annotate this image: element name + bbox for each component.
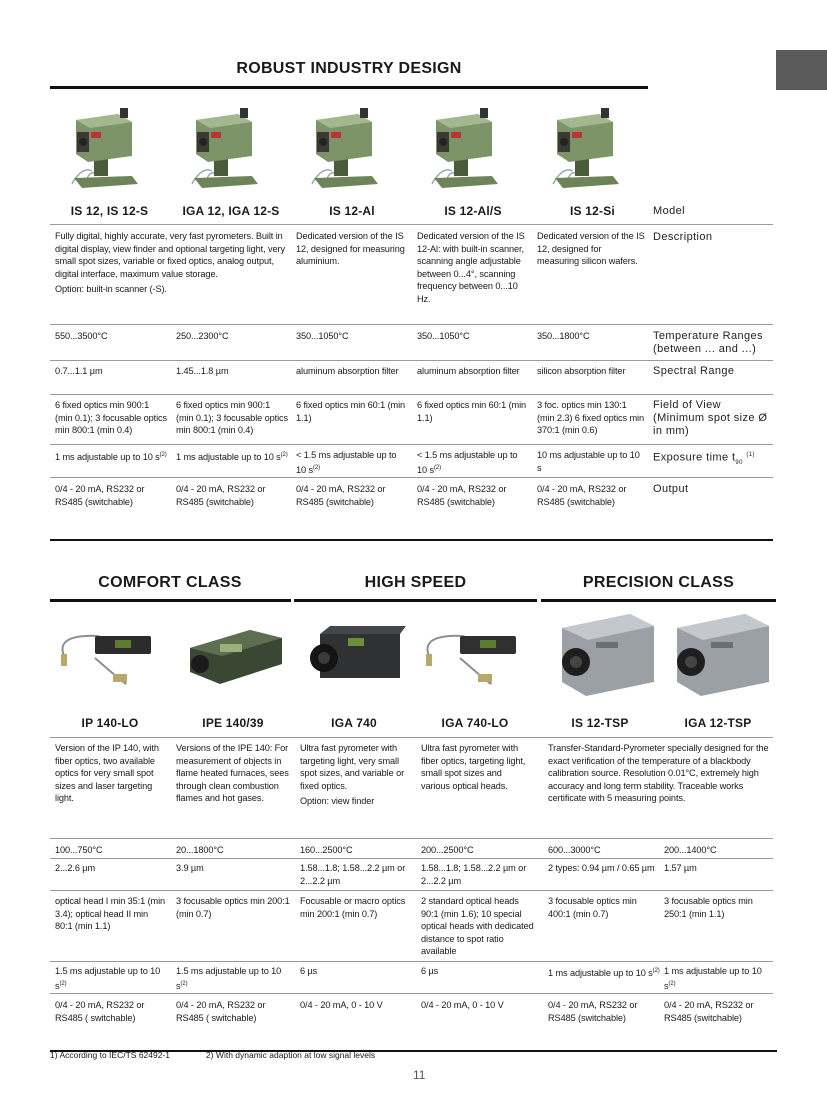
divider [50, 224, 773, 225]
output-value: 0/4 - 20 mA, RS232 or RS485 (switchable) [417, 484, 507, 507]
bottom-exposure-cell [176, 965, 290, 992]
label-text: Spectral Range [653, 365, 735, 377]
fov-value: 6 fixed optics min 900:1 (min 0.1); 3 focusable optics min 800:1 (min 0.4) [176, 400, 288, 435]
section-title-robust: ROBUST INDUSTRY DESIGN [236, 60, 462, 77]
ipe140-39-image [180, 608, 290, 700]
desc-tsp: Transfer-Standard-Pyrometer specially designed for the exact verification of the temperature of a blackbody calibration source. Resolution 0.01°C, extremely high accuracy and long term stability. Traceable works certificate with 5 measuring points. [548, 743, 769, 803]
bottom-output-cell [300, 999, 414, 1012]
exposure-value: < 1.5 ms adjustable up to 10 s [417, 450, 518, 475]
bottom-model-name: IP 140-LO [81, 716, 139, 730]
page-edge-tab [776, 50, 827, 90]
section-rule [50, 539, 773, 541]
exposure-cell [537, 449, 645, 474]
divider [50, 737, 773, 738]
desc-text: Fully digital, highly accurate, very fast pyrometers. Built in digital display, view finder and optional targeting light, very small spot sizes, variable or fixed optics, analog output, digital interface, maximum value storage. [55, 231, 285, 279]
bottom-spectral-cell [55, 862, 167, 875]
bottom-temp-value: 20...1800°C [176, 845, 224, 855]
model-is12-al-s: IS 12-Al/S [444, 204, 502, 218]
spectral-cell [55, 365, 167, 378]
bottom-fov-value: 3 focusable optics min 250:1 (min 1.1) [664, 896, 753, 919]
bottom-output-value: 0/4 - 20 mA, RS232 or RS485 (switchable) [664, 1000, 754, 1023]
bottom-output-value: 0/4 - 20 mA, RS232 or RS485 (switchable) [548, 1000, 638, 1023]
bottom-output-value: 0/4 - 20 mA, 0 - 10 V [421, 1000, 504, 1010]
bottom-model-name: IGA 12-TSP [684, 716, 752, 730]
fov-cell [537, 399, 645, 437]
bottom-temp-cell [55, 844, 167, 857]
divider [50, 477, 773, 478]
spectral-cell [176, 365, 288, 378]
spectral-cell [417, 365, 529, 378]
desc-option-note: Option: view finder [300, 796, 375, 806]
desc-is12-si: Dedicated version of the IS 12, designed for measuring silicon wafers. [537, 231, 645, 266]
label-text: Field of View (Minimum spot size Ø in mm) [653, 399, 768, 437]
label-temperature [653, 330, 771, 356]
desc-ipe140-39: Versions of the IPE 140: For measurement of objects in flame heated furnaces, sees through clean combustion flames and hot gases. [176, 743, 289, 803]
output-cell [296, 483, 408, 508]
footnote-ref: (2) [668, 980, 676, 987]
bottom-spectral-value: 2 types: 0.94 µm / 0.65 µm [548, 863, 655, 873]
bottom-output-cell [548, 999, 660, 1024]
spectral-value: aluminum absorption filter [417, 366, 520, 376]
bottom-exposure-value: 1 ms adjustable up to 10 s [664, 966, 762, 991]
label-text: Exposure time t [653, 451, 736, 464]
rule-comfort [50, 599, 291, 602]
label-text: Output [653, 483, 689, 495]
temperature-cell [176, 330, 288, 343]
pyrometer-image [422, 96, 504, 196]
bottom-exposure-value: 1.5 ms adjustable up to 10 s [55, 966, 161, 991]
section-title-high-speed: HIGH SPEED [364, 574, 467, 591]
bottom-fov-value: 3 focusable optics min 400:1 (min 0.7) [548, 896, 637, 919]
bottom-fov-cell [300, 895, 414, 920]
ip140-lo-image [55, 608, 165, 700]
exposure-cell [296, 449, 408, 476]
label-output [653, 483, 771, 496]
divider [50, 324, 773, 325]
temperature-cell [296, 330, 408, 343]
desc-option-note: Option: built-in scanner (-S). [55, 284, 167, 294]
temperature-cell [417, 330, 529, 343]
label-superscript: (1) [746, 452, 755, 458]
footnote-ref: (2) [312, 464, 321, 471]
output-cell [417, 483, 529, 508]
exposure-value: 1 ms adjustable up to 10 s [176, 452, 281, 463]
bottom-output-value: 0/4 - 20 mA, 0 - 10 V [300, 1000, 383, 1010]
divider [50, 360, 773, 361]
bottom-spectral-value: 2...2.6 µm [55, 863, 96, 873]
bottom-model-name: IS 12-TSP [571, 716, 629, 730]
model-is12-al: IS 12-Al [329, 204, 375, 218]
bottom-fov-cell [176, 895, 290, 920]
output-value: 0/4 - 20 mA, RS232 or RS485 (switchable) [296, 484, 386, 507]
exposure-cell [176, 449, 288, 464]
bottom-fov-value: optical head I min 35:1 (min 3.4); optical head II min 80:1 (min 1.1) [55, 896, 166, 931]
bottom-model-name: IGA 740 [331, 716, 377, 730]
footnote-ref: (2) [652, 968, 660, 974]
divider [50, 993, 773, 994]
output-value: 0/4 - 20 mA, RS232 or RS485 (switchable) [55, 484, 145, 507]
label-spectral [653, 365, 771, 378]
model-is12-si: IS 12-Si [570, 204, 615, 218]
divider [50, 444, 773, 445]
fov-value: 3 foc. optics min 130:1 (min 2.3) 6 fixed optics min 370:1 (min 0.6) [537, 400, 644, 435]
is12-tsp-image [550, 608, 660, 700]
output-cell [55, 483, 167, 508]
bottom-exposure-value: 6 µs [421, 966, 439, 976]
spectral-cell [296, 365, 408, 378]
output-value: 0/4 - 20 mA, RS232 or RS485 (switchable) [176, 484, 266, 507]
pyrometer-image [182, 96, 264, 196]
section-title-comfort: COMFORT CLASS [98, 574, 242, 591]
bottom-spectral-cell [664, 862, 772, 875]
desc-text: Ultra fast pyrometer with targeting light, very small spot sizes, and variable or fixed optics. [300, 743, 405, 791]
bottom-exposure-cell [55, 965, 167, 992]
bottom-model-name: IGA 740-LO [441, 716, 509, 730]
rule-high-speed [294, 599, 537, 602]
desc-iga740 [300, 742, 412, 808]
temperature-value: 250...2300°C [176, 331, 229, 341]
label-exposure [653, 449, 771, 470]
temperature-value: 350...1050°C [296, 331, 349, 341]
bottom-spectral-cell [421, 862, 535, 887]
iga12-tsp-image [665, 608, 775, 700]
bottom-spectral-cell [176, 862, 290, 875]
bottom-exposure-cell [664, 965, 772, 992]
bottom-temp-cell [548, 844, 660, 857]
bottom-output-cell [176, 999, 290, 1024]
bottom-spectral-cell [300, 862, 414, 887]
temperature-value: 550...3500°C [55, 331, 108, 341]
fov-value: 6 fixed optics min 60:1 (min 1.1) [296, 400, 406, 423]
label-text: Temperature Ranges (between ... and ...) [653, 330, 763, 355]
section-title-precision: PRECISION CLASS [582, 574, 735, 591]
bottom-fov-value: 3 focusable optics min 200:1 (min 0.7) [176, 896, 290, 919]
bottom-temp-value: 600...3000°C [548, 845, 601, 855]
label-subscript: 90 [735, 459, 743, 466]
bottom-fov-cell [55, 895, 167, 933]
bottom-model-name: IPE 140/39 [202, 716, 264, 730]
fov-value: 6 fixed optics min 60:1 (min 1.1) [417, 400, 527, 423]
footnote-ref: (2) [280, 452, 288, 458]
bottom-exposure-cell [300, 965, 414, 978]
bottom-fov-cell [421, 895, 535, 958]
title-rule [50, 86, 648, 89]
exposure-cell [55, 449, 167, 464]
bottom-fov-value: 2 standard optical heads 90:1 (min 1.6); 10 special optical heads with dedicated distance to spot ratio available [421, 896, 534, 956]
bottom-output-cell [421, 999, 535, 1012]
footnote-ref: (2) [159, 452, 167, 458]
temperature-value: 350...1050°C [417, 331, 470, 341]
spectral-cell [537, 365, 645, 378]
rule-precision [541, 599, 776, 602]
desc-is12 [55, 230, 290, 296]
bottom-fov-cell [664, 895, 772, 920]
fov-cell [176, 399, 288, 437]
bottom-spectral-value: 3.9 µm [176, 863, 204, 873]
temperature-value: 350...1800°C [537, 331, 590, 341]
pyrometer-image [302, 96, 384, 196]
bottom-exposure-value: 1 ms adjustable up to 10 s [548, 968, 653, 979]
temperature-cell [55, 330, 167, 343]
fov-cell [296, 399, 408, 424]
bottom-temp-cell [664, 844, 772, 857]
bottom-spectral-value: 1.57 µm [664, 863, 697, 873]
fov-cell [55, 399, 167, 437]
exposure-value: < 1.5 ms adjustable up to 10 s [296, 450, 397, 475]
desc-is12-al: Dedicated version of the IS 12, designed for measuring aluminium. [296, 231, 405, 266]
bottom-temp-cell [300, 844, 414, 857]
spectral-value: silicon absorption filter [537, 366, 626, 376]
footnote-1: 1) According to IEC/TS 62492-1 [50, 1050, 171, 1060]
iga740-lo-image [420, 608, 530, 700]
label-model: Model [653, 205, 685, 217]
exposure-value: 10 ms adjustable up to 10 s [537, 450, 640, 473]
output-cell [537, 483, 645, 508]
output-cell [176, 483, 288, 508]
divider [50, 394, 773, 395]
desc-ip140-lo: Version of the IP 140, with fiber optics, two available optics for very small spot sizes and laser targeting light. [55, 743, 159, 803]
footnote-2: 2) With dynamic adaption at low signal levels [206, 1050, 376, 1060]
bottom-output-cell [664, 999, 772, 1024]
bottom-exposure-value: 1.5 ms adjustable up to 10 s [176, 966, 282, 991]
label-fov [653, 399, 771, 438]
page-number: 11 [413, 1068, 426, 1082]
divider [50, 838, 773, 839]
spectral-value: 0.7...1.1 µm [55, 366, 103, 376]
footnote-ref: (2) [180, 980, 188, 987]
temperature-cell [537, 330, 645, 343]
bottom-output-value: 0/4 - 20 mA, RS232 or RS485 ( switchable) [55, 1000, 145, 1023]
bottom-exposure-cell [421, 965, 535, 978]
bottom-fov-cell [548, 895, 660, 920]
bottom-output-cell [55, 999, 167, 1024]
iga740-image [300, 608, 410, 700]
fov-cell [417, 399, 529, 424]
bottom-exposure-cell [548, 965, 660, 980]
bottom-temp-cell [176, 844, 290, 857]
spectral-value: aluminum absorption filter [296, 366, 399, 376]
pyrometer-image [543, 96, 625, 196]
bottom-output-value: 0/4 - 20 mA, RS232 or RS485 ( switchable) [176, 1000, 266, 1023]
label-description: Description [653, 231, 713, 243]
footnote-ref: (2) [59, 980, 67, 987]
bottom-spectral-value: 1.58...1.8; 1.58...2.2 µm or 2...2.2 µm [300, 863, 406, 886]
bottom-temp-value: 100...750°C [55, 845, 103, 855]
divider [50, 858, 773, 859]
exposure-cell [417, 449, 529, 476]
model-is12: IS 12, IS 12-S [70, 204, 149, 218]
desc-is12-al-s: Dedicated version of the IS 12-Al: with built-in scanner, scanning angle adjustable between 0...4°, scanning frequency between 0...10 Hz. [417, 231, 525, 304]
output-value: 0/4 - 20 mA, RS232 or RS485 (switchable) [537, 484, 627, 507]
divider [50, 890, 773, 891]
divider [50, 961, 773, 962]
bottom-temp-cell [421, 844, 535, 857]
fov-value: 6 fixed optics min 900:1 (min 0.1); 3 focusable optics min 800:1 (min 0.4) [55, 400, 167, 435]
bottom-spectral-cell [548, 862, 660, 875]
pyrometer-image [62, 96, 144, 196]
bottom-exposure-value: 6 µs [300, 966, 318, 976]
bottom-spectral-value: 1.58...1.8; 1.58...2.2 µm or 2...2.2 µm [421, 863, 527, 886]
footnote-ref: (2) [433, 464, 442, 471]
spectral-value: 1.45...1.8 µm [176, 366, 229, 376]
bottom-fov-value: Focusable or macro optics min 200:1 (min 0.7) [300, 896, 406, 919]
desc-iga740-lo: Ultra fast pyrometer with fiber optics, targeting light, small spot sizes and various optical heads. [421, 743, 526, 791]
model-iga12: IGA 12, IGA 12-S [182, 204, 280, 218]
exposure-value: 1 ms adjustable up to 10 s [55, 452, 160, 463]
bottom-temp-value: 160...2500°C [300, 845, 353, 855]
bottom-temp-value: 200...2500°C [421, 845, 474, 855]
bottom-temp-value: 200...1400°C [664, 845, 717, 855]
